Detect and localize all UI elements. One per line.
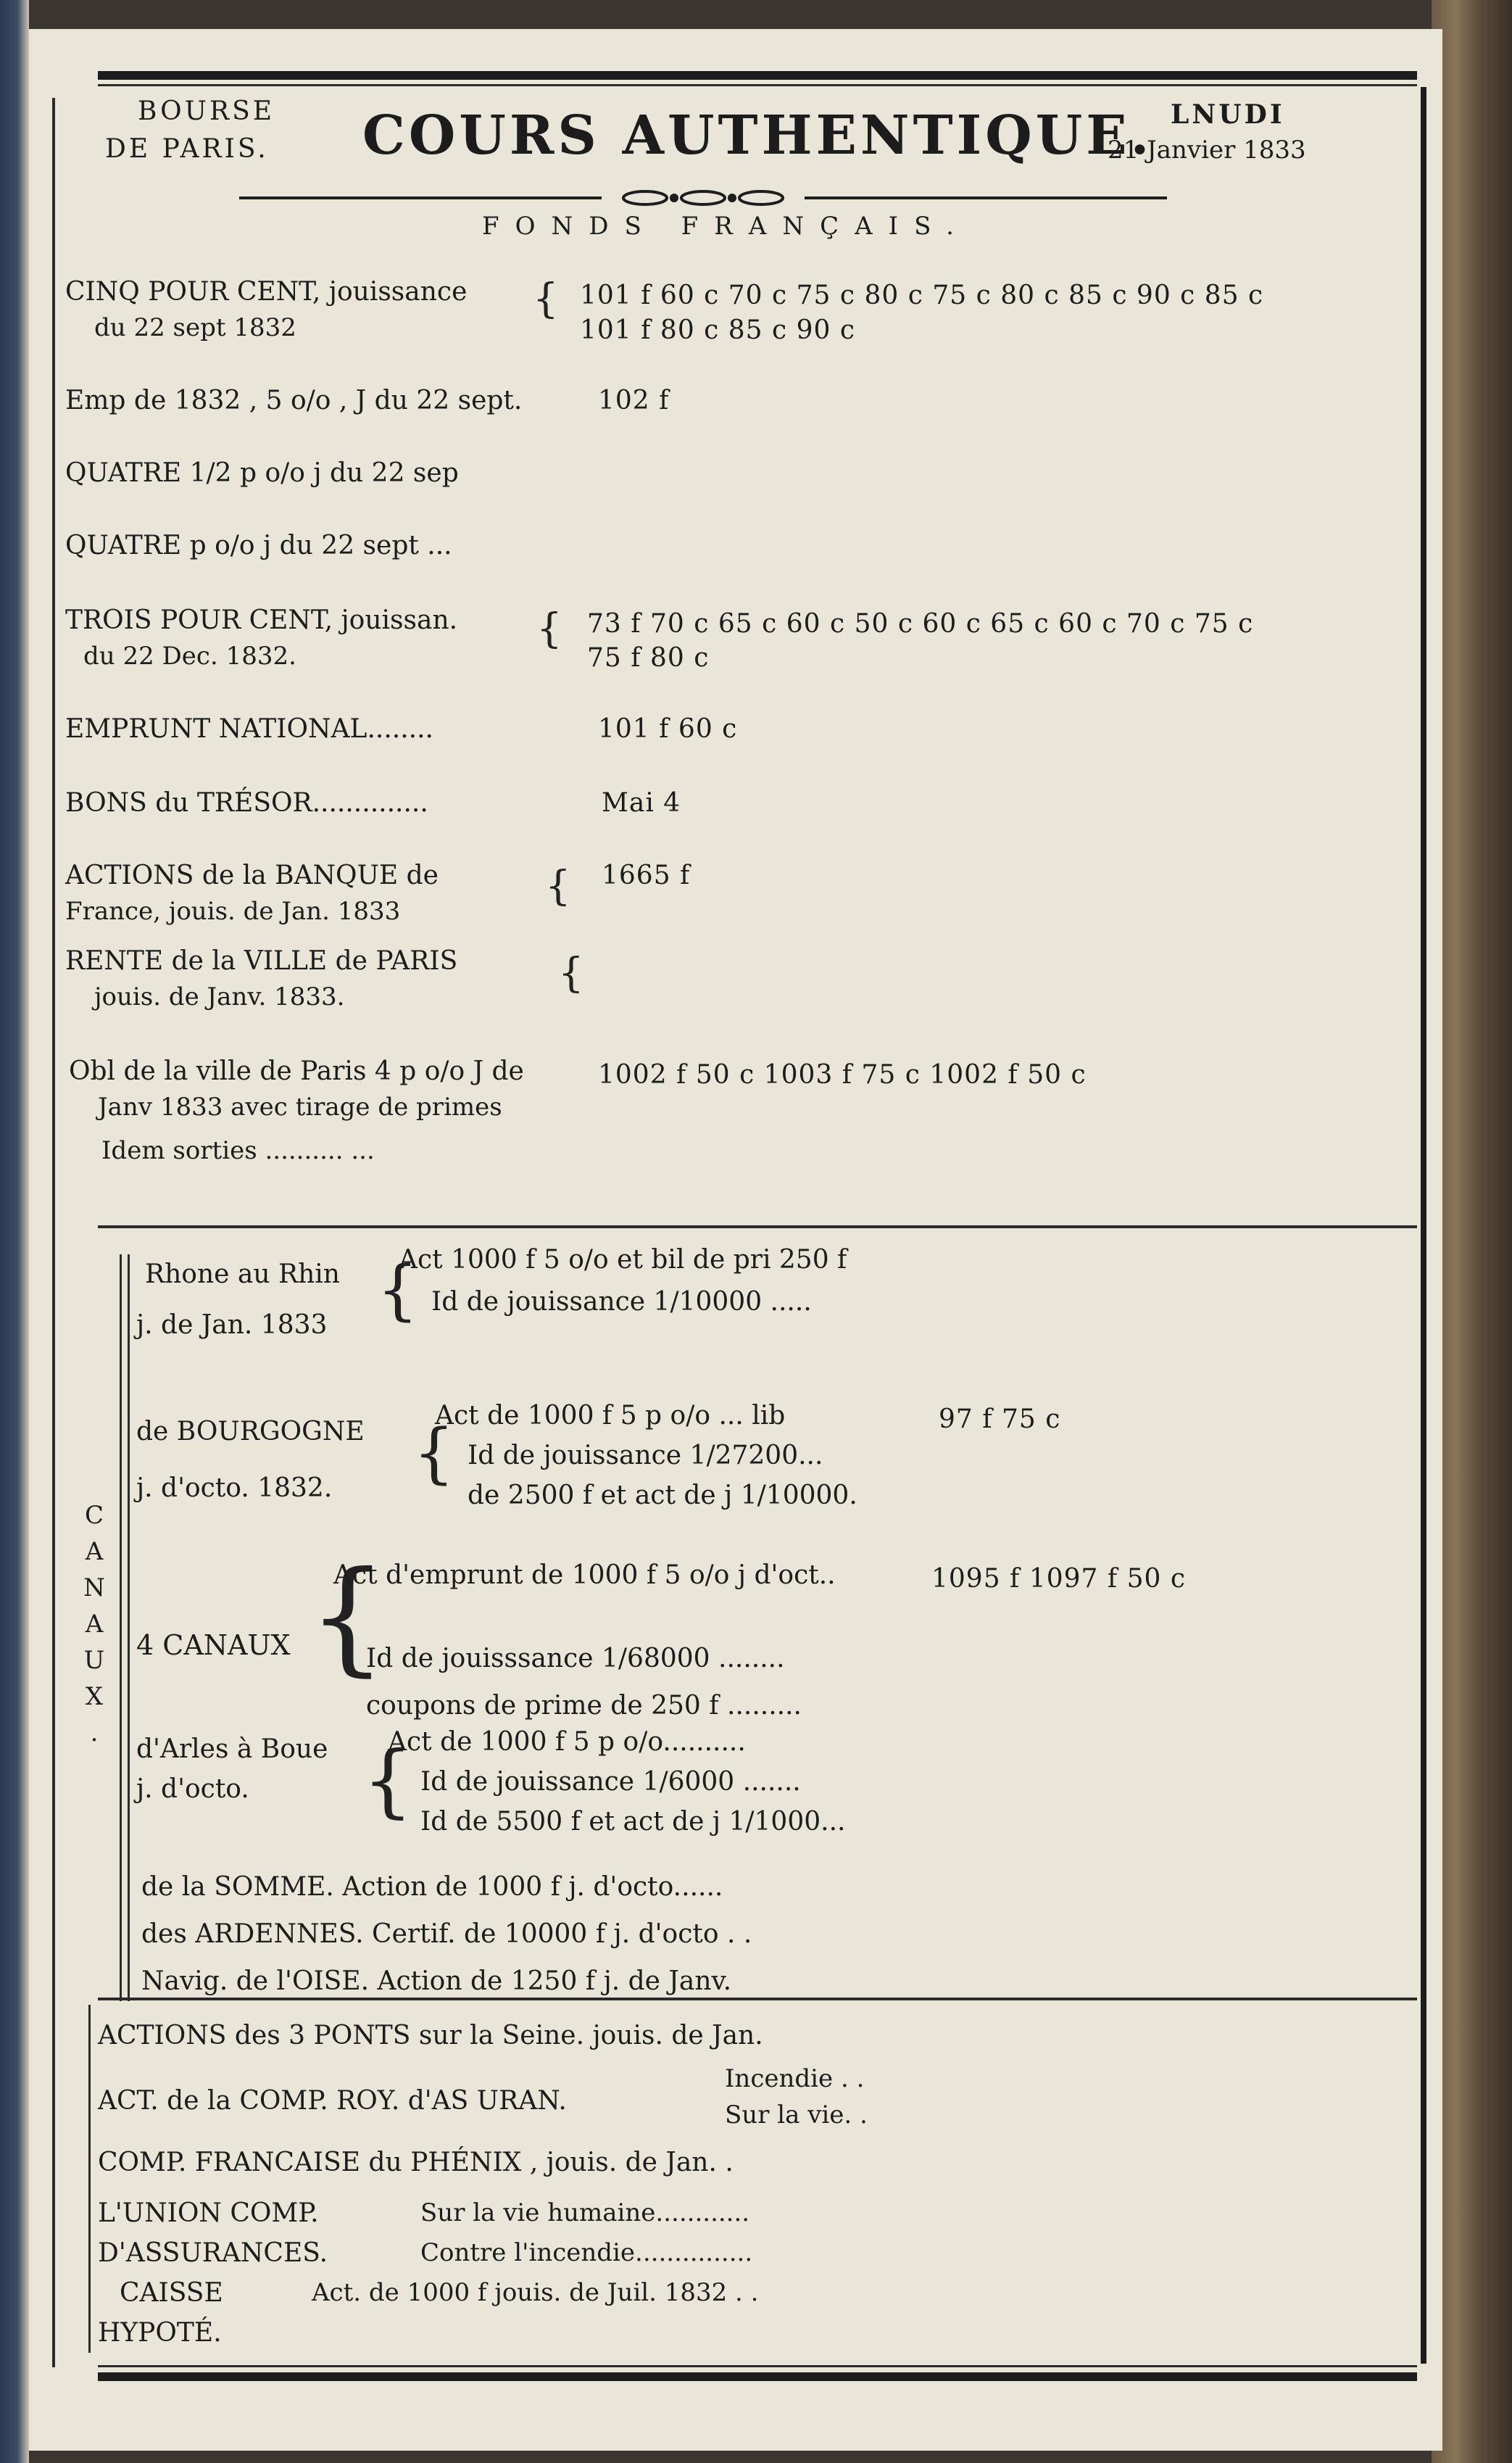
fonds-label: Obl de la ville de Paris 4 p o/o J de <box>69 1056 524 1086</box>
top-rule <box>98 71 1417 80</box>
fonds-value: 75 f 80 c <box>587 643 710 673</box>
fonds-value: 1002 f 50 c 1003 f 75 c 1002 f 50 c <box>598 1060 1087 1090</box>
fonds-label: TROIS POUR CENT, jouissan. <box>65 605 458 635</box>
canal-name: de BOURGOGNE <box>136 1417 365 1446</box>
fonds-value: 101 f 60 c <box>598 714 738 744</box>
brace: { <box>558 950 584 997</box>
canal-value: 97 f 75 c <box>939 1404 1061 1434</box>
fonds-value: 102 f <box>598 386 670 415</box>
canal-line: Act 1000 f 5 o/o et bil de pri 250 f <box>399 1245 847 1275</box>
fonds-label: du 22 sept 1832 <box>94 313 296 342</box>
canaux-vertical-rule <box>120 1254 122 2001</box>
canal-line: coupons de prime de 250 f ......... <box>366 1691 802 1721</box>
section-rule <box>98 1998 1417 2000</box>
bottom-rule-thin <box>98 2365 1417 2367</box>
newspaper-page <box>29 29 1442 2451</box>
fonds-value: 73 f 70 c 65 c 60 c 50 c 60 c 65 c 60 c 70 c 75 c <box>587 609 1254 639</box>
page-title: COURS AUTHENTIQUE. <box>362 104 1153 167</box>
canal-name: d'Arles à Boue <box>136 1734 328 1764</box>
fonds-label: jouis. de Janv. 1833. <box>94 982 345 1011</box>
fonds-label: QUATRE p o/o j du 22 sept ... <box>65 531 452 560</box>
actions-line: CAISSE <box>120 2278 223 2308</box>
fonds-label: France, jouis. de Jan. 1833 <box>65 897 401 926</box>
bottom-rule <box>98 2372 1417 2381</box>
actions-line: COMP. FRANCAISE du PHÉNIX , jouis. de Jan. . <box>98 2148 734 2177</box>
actions-line: HYPOTÉ. <box>98 2318 222 2348</box>
canal-line: Id de 5500 f et act de j 1/1000... <box>420 1807 846 1837</box>
canaux-vertical-rule-2 <box>128 1254 130 2001</box>
binding-left-edge <box>0 0 29 2463</box>
canal-value: 1095 f 1097 f 50 c <box>931 1564 1187 1594</box>
canal-line: Navig. de l'OISE. Action de 1250 f j. de Janv. <box>141 1966 732 1996</box>
actions-line: Contre l'incendie............... <box>420 2238 753 2267</box>
day-label: LNUDI <box>1171 99 1285 130</box>
canal-name: j. d'octo. 1832. <box>136 1473 333 1503</box>
bourse-line1: BOURSE <box>138 96 275 126</box>
canal-name: 4 CANAUX <box>136 1629 291 1661</box>
canal-line: Id de jouissance 1/10000 ..... <box>431 1287 812 1317</box>
fonds-label: CINQ POUR CENT, jouissance <box>65 277 468 307</box>
fonds-label: Emp de 1832 , 5 o/o , J du 22 sept. <box>65 386 523 415</box>
brace: { <box>545 863 571 910</box>
brace: { <box>377 1252 419 1328</box>
top-rule-thin <box>98 84 1417 86</box>
actions-line: ACT. de la COMP. ROY. d'AS URAN. <box>98 2086 567 2116</box>
book-page-edges <box>1432 0 1512 2463</box>
actions-line: L'UNION COMP. <box>98 2198 319 2228</box>
fonds-label: ACTIONS de la BANQUE de <box>65 861 439 890</box>
left-vertical-rule <box>52 98 55 2367</box>
actions-line: Incendie . . <box>725 2064 865 2093</box>
actions-line: Act. de 1000 f jouis. de Juil. 1832 . . <box>312 2278 759 2307</box>
canal-line: Id de jouissance 1/27200... <box>468 1441 823 1470</box>
fonds-value: 1665 f <box>602 861 691 890</box>
canal-line: Act de 1000 f 5 p o/o.......... <box>388 1727 746 1757</box>
canal-line: des ARDENNES. Certif. de 10000 f j. d'octo . . <box>141 1919 752 1949</box>
canal-line: de 2500 f et act de j 1/10000. <box>468 1481 857 1510</box>
fonds-label: EMPRUNT NATIONAL........ <box>65 714 433 744</box>
brace: { <box>362 1734 413 1826</box>
actions-line: Sur la vie humaine............ <box>420 2198 750 2227</box>
date-label: 21 Janvier 1833 <box>1108 136 1306 165</box>
canal-line: Act d'emprunt de 1000 f 5 o/o j d'oct.. <box>333 1560 836 1590</box>
actions-line: Sur la vie. . <box>725 2100 868 2129</box>
header-ornament <box>239 189 1167 207</box>
right-vertical-rule <box>1421 87 1426 2364</box>
fonds-label: Janv 1833 avec tirage de primes <box>98 1093 502 1122</box>
canaux-vertical-label: CANAUX. <box>80 1501 109 1755</box>
section-fonds-francais: FONDS FRANÇAIS. <box>482 212 970 241</box>
canal-line: Act de 1000 f 5 p o/o ... lib <box>435 1401 786 1431</box>
section-rule <box>98 1225 1417 1228</box>
fonds-value: 101 f 60 c 70 c 75 c 80 c 75 c 80 c 85 c 90 c 85 c <box>580 281 1264 310</box>
canal-name: Rhone au Rhin <box>145 1259 340 1289</box>
fonds-label: du 22 Dec. 1832. <box>83 642 296 671</box>
canal-line: Id de jouisssance 1/68000 ........ <box>366 1644 785 1673</box>
canal-line: de la SOMME. Action de 1000 f j. d'octo...... <box>141 1872 723 1902</box>
actions-line: ACTIONS des 3 PONTS sur la Seine. jouis. de Jan. <box>98 2021 763 2050</box>
fonds-value: Mai 4 <box>602 788 681 818</box>
fonds-value: 101 f 80 c 85 c 90 c <box>580 315 856 345</box>
fonds-label: RENTE de la VILLE de PARIS <box>65 946 458 976</box>
actions-vertical-rule <box>88 2005 91 2353</box>
fonds-label: BONS du TRÉSOR.............. <box>65 788 428 818</box>
fonds-label: Idem sorties .......... ... <box>101 1136 375 1165</box>
brace: { <box>536 605 562 653</box>
actions-line: D'ASSURANCES. <box>98 2238 328 2268</box>
fonds-label: QUATRE 1/2 p o/o j du 22 sep <box>65 458 459 488</box>
brace: { <box>413 1415 455 1491</box>
canal-name: j. de Jan. 1833 <box>136 1310 328 1340</box>
brace: { <box>533 276 559 323</box>
canal-name: j. d'octo. <box>136 1774 249 1804</box>
brace: { <box>308 1545 387 1689</box>
canal-line: Id de jouissance 1/6000 ....... <box>420 1767 801 1797</box>
bourse-line2: DE PARIS. <box>105 134 269 164</box>
